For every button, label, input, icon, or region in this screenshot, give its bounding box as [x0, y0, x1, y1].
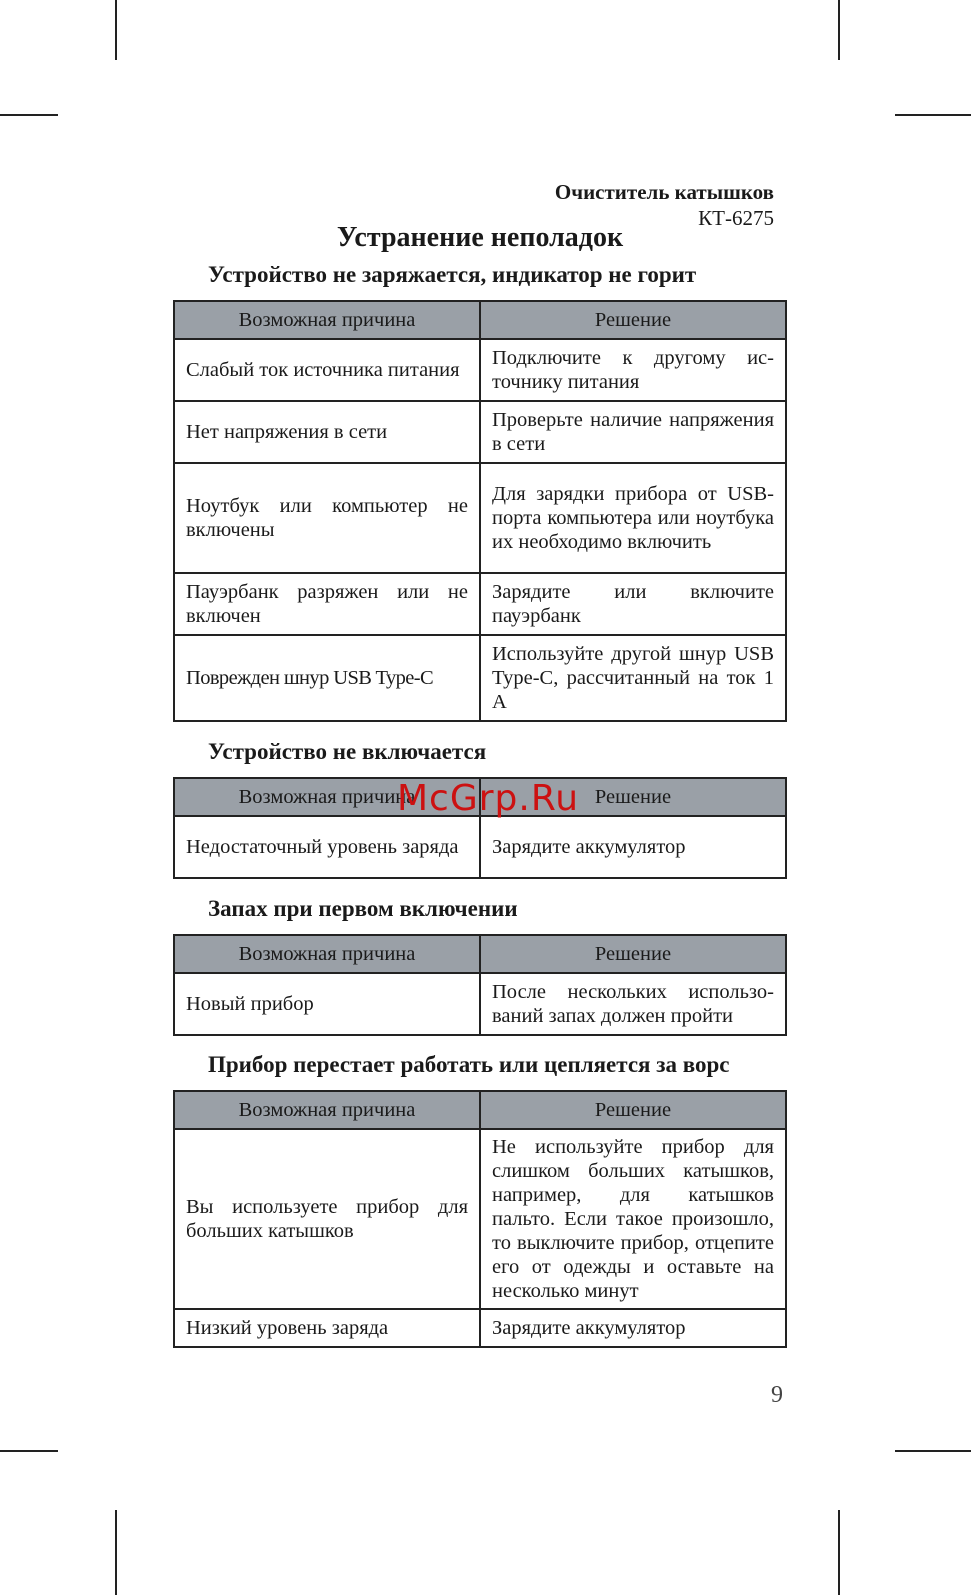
crop-mark — [115, 0, 117, 60]
crop-mark — [0, 114, 58, 116]
product-name: Очиститель катышков — [554, 180, 774, 204]
table-row — [174, 573, 786, 635]
table-row — [174, 401, 786, 463]
solution-cell: После нескольких использований запах должен пройти — [480, 973, 786, 1035]
section-title: Устройство не заряжается, индикатор не горит — [208, 262, 697, 287]
cause-cell: Новый прибор — [174, 973, 480, 1035]
solution-cell: Зарядите аккумулятор — [480, 816, 786, 878]
solution-cell: Зарядите аккумулятор — [480, 1309, 786, 1347]
troubleshooting-table — [173, 934, 787, 1036]
cause-cell: Недостаточный уровень заряда — [174, 816, 480, 878]
table-row — [174, 973, 786, 1035]
column-header-cause: Возможная причина — [174, 778, 480, 816]
cause-cell: Поврежден шнур USB Type-C — [174, 635, 480, 721]
cause-cell: Вы используете прибор для больших катышков — [174, 1129, 480, 1309]
crop-mark — [115, 1510, 117, 1595]
table-header-row — [174, 935, 786, 973]
cause-cell: Слабый ток источника питания — [174, 339, 480, 401]
column-header-solution: Решение — [480, 778, 786, 816]
crop-mark — [0, 1450, 58, 1452]
page-number: 9 — [771, 1382, 783, 1408]
product-model: КТ-6275 — [698, 206, 774, 230]
crop-mark — [895, 114, 971, 116]
table-row — [174, 339, 786, 401]
table-row — [174, 816, 786, 878]
solution-cell: Не используйте прибор для слишком больших катышков, например, для катышков пальто. Если такое произошло, то выключите прибор, отцепите его от одежды и оставьте на несколько минут — [480, 1129, 786, 1309]
table-row — [174, 1309, 786, 1347]
solution-cell: Используйте другой шнур USB Type-C, рассчитанный на ток 1 А — [480, 635, 786, 721]
table-header-row — [174, 301, 786, 339]
column-header-cause: Возможная причина — [174, 1091, 480, 1129]
troubleshooting-table — [173, 300, 787, 722]
cause-cell: Ноутбук или компьютер не включены — [174, 463, 480, 573]
watermark-text: McGrp.Ru — [397, 778, 580, 819]
section-title: Прибор перестает работать или цепляется за ворс — [208, 1052, 730, 1077]
solution-cell: Зарядите или включите пауэрбанк — [480, 573, 786, 635]
table-row — [174, 463, 786, 573]
crop-mark — [838, 1510, 840, 1595]
cause-cell: Низкий уровень заряда — [174, 1309, 480, 1347]
column-header-cause: Возможная причина — [174, 935, 480, 973]
troubleshooting-table — [173, 1090, 787, 1348]
crop-mark — [838, 0, 840, 60]
cause-cell: Пауэрбанк разряжен или не включен — [174, 573, 480, 635]
solution-cell: Для зарядки прибора от USB-порта компьютера или ноутбука их необходимо включить — [480, 463, 786, 573]
page-title: Устранение неполадок — [336, 222, 624, 253]
section-title: Устройство не включается — [208, 739, 487, 764]
table-row — [174, 635, 786, 721]
column-header-cause: Возможная причина — [174, 301, 480, 339]
column-header-solution: Решение — [480, 301, 786, 339]
crop-mark — [895, 1450, 971, 1452]
column-header-solution: Решение — [480, 935, 786, 973]
solution-cell: Подключите к другому источнику питания — [480, 339, 786, 401]
solution-cell: Проверьте наличие напряжения в сети — [480, 401, 786, 463]
section-title: Запах при первом включении — [208, 896, 518, 921]
cause-cell: Нет напряжения в сети — [174, 401, 480, 463]
table-header-row — [174, 1091, 786, 1129]
column-header-solution: Решение — [480, 1091, 786, 1129]
table-row — [174, 1129, 786, 1309]
